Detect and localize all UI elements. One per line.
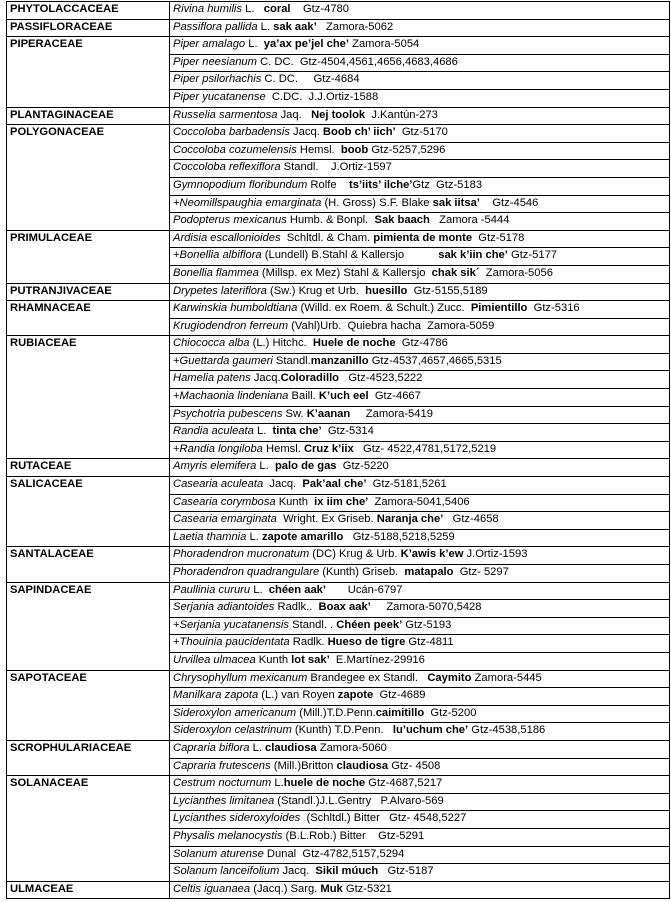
scientific-name: Manilkara zapota: [173, 689, 259, 702]
authority-text: L.: [257, 20, 274, 33]
authority-text: L.: [253, 425, 273, 438]
species-prefix: +: [173, 196, 180, 209]
authority-text: L.: [271, 777, 284, 790]
scientific-name: Solanum lanceifolium: [173, 865, 280, 878]
species-entry: [170, 336, 670, 354]
common-name: Sikil múuch: [315, 865, 379, 878]
collection-ref: Gtz-5187: [378, 865, 434, 878]
species-entry: [170, 512, 670, 530]
scientific-name: Laetia thamnia: [173, 530, 247, 543]
collection-ref: Gtz-5178: [472, 231, 525, 244]
collection-ref: Gtz-4658: [443, 513, 499, 526]
scientific-name: Casearia emarginata: [173, 513, 277, 526]
collection-ref: Zamora-5054: [349, 38, 420, 51]
species-prefix: +: [173, 354, 180, 367]
scientific-name: Bonellia albiflora: [179, 249, 262, 262]
authority-text: Jaq.: [277, 108, 312, 121]
scientific-name: Capraria frutescens: [173, 759, 271, 772]
authority-text: (Vahl)Urb. Quiebra hacha Zamora-5059: [288, 319, 495, 332]
common-name: Nej toolok: [311, 108, 366, 121]
species-entry: [170, 353, 670, 371]
authority-text: Standl. .: [289, 618, 337, 631]
authority-text: Jacq.: [279, 865, 316, 878]
scientific-name: Karwinskia humboldtiana: [173, 302, 298, 315]
table-row: [7, 19, 670, 37]
collection-ref: Gtz-5193: [402, 618, 452, 631]
common-name: tinta che’: [272, 425, 322, 438]
authority-text: (Standl.)J.L.Gentry P.Alvaro-569: [274, 794, 444, 807]
species-entry: [170, 828, 670, 846]
collection-ref: Gtz-4537,4657,4665,5315: [368, 354, 502, 367]
table-row: [7, 881, 670, 899]
species-entry: [170, 776, 670, 794]
authority-text: (DC) Krug & Urb.: [309, 548, 401, 561]
scientific-name: Passiflora pallida: [173, 20, 258, 33]
authority-text: (Willd. ex Roem. & Schult.) Zucc.: [297, 302, 471, 315]
species-prefix: +: [173, 636, 180, 649]
common-name: claudiosa: [265, 741, 317, 754]
authority-text: (B.L.Rob.) Bitter Gtz-5291: [282, 829, 425, 842]
scientific-name: Lycianthes limitanea: [173, 794, 275, 807]
species-table: [6, 1, 670, 899]
common-name: huesillo: [365, 284, 408, 297]
scientific-name: Drypetes lateriflora: [173, 284, 267, 297]
table-row: [7, 776, 670, 794]
scientific-name: Capraria biflora: [173, 741, 250, 754]
scientific-name: Physalis melanocystis: [173, 829, 283, 842]
common-name: coral: [263, 3, 291, 15]
scientific-name: Randia aculeata: [173, 425, 254, 438]
species-entry: [170, 705, 670, 723]
authority-text: C.DC. J.J.Ortiz-1588: [265, 90, 379, 103]
collection-ref: Ucán-6797: [326, 583, 403, 596]
species-entry: [170, 54, 670, 72]
authority-text: Hemsl.: [296, 143, 341, 156]
table-row: [7, 230, 670, 248]
scientific-name: Piper neesianum: [173, 55, 257, 68]
common-name: ix iim che’: [314, 495, 369, 508]
species-entry: [170, 195, 670, 213]
species-entry: [170, 248, 670, 266]
species-entry: [170, 283, 670, 301]
species-entry: [170, 688, 670, 706]
species-entry: [170, 371, 670, 389]
scientific-name: Thouinia paucidentata: [179, 636, 290, 649]
family-name: SAPOTACEAE: [7, 670, 170, 740]
authority-text: L.: [242, 3, 264, 15]
authority-text: Schltdl. & Cham.: [280, 231, 374, 244]
family-name: RHAMNACEAE: [7, 301, 170, 336]
scientific-name: Phoradendron mucronatum: [173, 548, 310, 561]
table-row: [7, 547, 670, 565]
authority-text: Rolfe: [307, 178, 349, 191]
family-name: PLANTAGINACEAE: [7, 107, 170, 125]
species-entry: [170, 177, 670, 195]
collection-ref: Gtz-4667: [368, 390, 421, 403]
collection-ref: J.Ortiz-1593: [463, 548, 528, 561]
authority-text: (Mill.)Britton: [270, 759, 337, 772]
common-name: Coloradillo: [280, 372, 340, 385]
species-entry: [170, 723, 670, 741]
scientific-name: Piper psilorhachis: [173, 73, 262, 86]
common-name: manzanillo: [310, 354, 369, 367]
common-name: boob: [340, 143, 369, 156]
species-prefix: +: [173, 618, 180, 631]
species-entry: [170, 89, 670, 107]
common-name: Boob ch’ iich’: [322, 126, 396, 139]
collection-ref: Gtz-4523,5222: [339, 372, 423, 385]
species-entry: [170, 424, 670, 442]
species-entry: [170, 670, 670, 688]
authority-text: (L.) van Royen: [258, 689, 338, 702]
species-entry: [170, 142, 670, 160]
table-row: [7, 37, 670, 55]
collection-ref: Gtz-4687,5217: [365, 777, 443, 790]
family-name: SANTALACEAE: [7, 547, 170, 582]
authority-text: (Sw.) Krug et Urb.: [266, 284, 366, 297]
species-entry: [170, 2, 670, 20]
common-name: lu’uchum che’: [392, 724, 469, 737]
authority-text: C. DC. Gtz-4504,4561,4656,4683,4686: [256, 55, 458, 68]
table-row: [7, 283, 670, 301]
collection-ref: Zamora -5444: [429, 214, 510, 227]
species-entry: [170, 301, 670, 319]
common-name: lot sak’: [291, 653, 330, 666]
scientific-name: Serjania adiantoides: [173, 601, 275, 614]
table-row: [7, 459, 670, 477]
species-entry: [170, 19, 670, 37]
scientific-name: Psychotria pubescens: [173, 407, 283, 420]
common-name: Sak baach: [374, 214, 430, 227]
authority-text: L.: [246, 530, 262, 543]
common-name: Caymito: [427, 671, 472, 684]
scientific-name: Chrysophyllum mexicanum: [173, 671, 308, 684]
scientific-name: Paullinia cururu: [173, 583, 251, 596]
scientific-name: Podopterus mexicanus: [173, 214, 287, 227]
collection-ref: Gtz Gtz-5183: [412, 178, 483, 191]
scientific-name: Piper yucatanense: [173, 90, 266, 103]
scientific-name: Sideroxylon americanum: [173, 706, 297, 719]
authority-text: Standl.: [272, 354, 311, 367]
scientific-name: Casearia aculeata: [173, 478, 264, 491]
common-name: chéen aak’: [268, 583, 326, 596]
authority-text: C. DC. Gtz-4684: [261, 73, 360, 86]
species-prefix: +: [173, 249, 180, 262]
scientific-name: Lycianthes sideroxyloides: [173, 812, 301, 825]
species-entry: [170, 635, 670, 653]
common-name: Boax aak’: [318, 601, 371, 614]
species-entry: [170, 459, 670, 477]
authority-text: Wright. Ex Griseb.: [276, 513, 377, 526]
scientific-name: Bonellia flammea: [173, 266, 259, 279]
common-name: Pimientillo: [470, 302, 528, 315]
species-table-body: [7, 2, 670, 899]
authority-text: (Kunth) Griseb.: [319, 566, 405, 578]
authority-text: Jacq.: [263, 478, 303, 491]
collection-ref: Gtz- 5297: [453, 566, 509, 578]
species-entry: [170, 846, 670, 864]
scientific-name: Krugiodendron ferreum: [173, 319, 289, 332]
authority-text: L.: [256, 460, 275, 473]
species-entry: [170, 600, 670, 618]
collection-ref: E.Martínez-29916: [329, 653, 425, 666]
scientific-name: Chiococca alba: [173, 337, 250, 350]
family-name: SCROPHULARIACEAE: [7, 740, 170, 775]
species-entry: [170, 529, 670, 547]
authority-text: Kunth: [255, 653, 292, 666]
authority-text: (L.) Hitchc.: [249, 337, 313, 350]
collection-ref: J.Kantún-273: [365, 108, 438, 121]
common-name: Pak’aal che’: [302, 478, 367, 491]
authority-text: Humb. & Bonpl.: [286, 214, 375, 227]
family-name: RUBIACEAE: [7, 336, 170, 459]
scientific-name: Ardisia escallonioides: [173, 231, 281, 244]
species-entry: [170, 160, 670, 178]
authority-text: (Kunth) T.D.Penn.: [291, 724, 393, 737]
collection-ref: Gtz-5177: [507, 249, 558, 262]
collection-ref: Gtz- 4508: [388, 759, 441, 772]
common-name: Chéen peek’: [336, 618, 403, 631]
authority-text: Jacq.: [289, 126, 323, 139]
table-row: [7, 582, 670, 600]
collection-ref: Zamora-5445: [471, 671, 542, 684]
scientific-name: Cestrum nocturnum: [173, 777, 272, 790]
species-entry: [170, 652, 670, 670]
species-entry: [170, 494, 670, 512]
species-entry: [170, 37, 670, 55]
species-entry: [170, 617, 670, 635]
scientific-name: Serjania yucatanensis: [179, 618, 290, 631]
species-entry: [170, 811, 670, 829]
collection-ref: Zamora-5041,5406: [368, 495, 470, 508]
authority-text: (Schltdl.) Bitter Gtz- 4548,5227: [300, 812, 467, 825]
collection-ref: Gtz-5316: [527, 302, 580, 315]
collection-ref: Gtz-5200: [424, 706, 477, 719]
species-entry: [170, 107, 670, 125]
table-row: [7, 301, 670, 319]
species-prefix: +: [173, 442, 180, 455]
family-name: SALICACEAE: [7, 477, 170, 547]
scientific-name: Rivina humilis: [173, 3, 243, 15]
common-name: matapalo: [404, 566, 454, 578]
scientific-name: Randia longiloba: [179, 442, 263, 455]
scientific-name: Coccoloba barbadensis: [173, 126, 290, 139]
species-entry: [170, 582, 670, 600]
common-name: ts’iits’ ilche’: [349, 178, 413, 191]
family-name: PIPERACEAE: [7, 37, 170, 107]
collection-ref: Gtz-4546: [479, 196, 539, 209]
common-name: zapote amarillo: [261, 530, 344, 543]
authority-text: Radlk.: [289, 636, 328, 649]
species-entry: [170, 213, 670, 231]
collection-ref: Gtz-5220: [336, 460, 389, 473]
common-name: claudiosa: [336, 759, 389, 772]
species-prefix: +: [173, 390, 180, 403]
scientific-name: Coccoloba reflexiflora: [173, 161, 281, 174]
common-name: huele de noche: [283, 777, 366, 790]
collection-ref: Gtz-5321: [342, 882, 392, 895]
common-name: Huele de noche: [312, 337, 396, 350]
authority-text: Sw.: [282, 407, 307, 420]
authority-text: Baill.: [288, 390, 319, 403]
family-name: ULMACEAE: [7, 881, 170, 899]
collection-ref: Gtz-5257,5296: [368, 143, 446, 156]
common-name: sak aak’: [273, 20, 317, 33]
collection-ref: Zamora-5060: [316, 741, 387, 754]
authority-text: (Mill.)T.D.Penn.: [296, 706, 376, 719]
table-row: [7, 477, 670, 495]
common-name: zapote: [337, 689, 374, 702]
collection-ref: Gtz-4689: [373, 689, 426, 702]
species-entry: [170, 125, 670, 143]
authority-text: (Jacq.) Sarg.: [250, 882, 321, 895]
common-name: chak sik´: [431, 266, 480, 279]
scientific-name: Russelia sarmentosa: [173, 108, 278, 121]
scientific-name: Solanum aturense: [173, 847, 264, 860]
species-entry: [170, 318, 670, 336]
family-name: POLYGONACEAE: [7, 125, 170, 231]
species-entry: [170, 547, 670, 565]
species-entry: [170, 389, 670, 407]
scientific-name: Hamelia patens: [173, 372, 251, 385]
authority-text: Kunth: [275, 495, 315, 508]
scientific-name: Sideroxylon celastrinum: [173, 724, 292, 737]
common-name: K’awis k’ew: [400, 548, 464, 561]
collection-ref: Gtz- 4522,4781,5172,5219: [353, 442, 497, 455]
collection-ref: Gtz-5181,5261: [366, 478, 447, 491]
species-entry: [170, 740, 670, 758]
collection-ref: Gtz-5155,5189: [407, 284, 488, 297]
common-name: K’uch eel: [318, 390, 369, 403]
common-name: caimitillo: [375, 706, 425, 719]
scientific-name: Gymnopodium floribundum: [173, 178, 308, 191]
common-name: sak iitsa’: [432, 196, 480, 209]
authority-text: L.: [245, 38, 264, 51]
scientific-name: Casearia corymbosa: [173, 495, 276, 508]
scientific-name: Guettarda gaumeri: [179, 354, 273, 367]
common-name: K’aanan: [306, 407, 351, 420]
collection-ref: Gtz-4786: [395, 337, 448, 350]
species-entry: [170, 565, 670, 583]
species-entry: [170, 793, 670, 811]
collection-ref: Gtz-4538,5186: [468, 724, 546, 737]
scientific-name: Phoradendron quadrangulare: [173, 566, 320, 578]
table-row: [7, 2, 670, 20]
authority-text: (Lundell) B.Stahl & Kallersjo: [261, 249, 439, 262]
common-name: Muk: [320, 882, 343, 895]
collection-ref: Gtz-4811: [405, 636, 454, 649]
authority-text: Standl. J.Ortiz-1597: [280, 161, 392, 174]
scientific-name: Urvillea ulmacea: [173, 653, 256, 666]
collection-ref: Gtz-5314: [321, 425, 374, 438]
common-name: ya’ax pe’jel che’: [263, 38, 349, 51]
species-entry: [170, 758, 670, 776]
scientific-name: Machaonia lindeniana: [179, 390, 289, 403]
family-name: PASSIFLORACEAE: [7, 19, 170, 37]
species-entry: [170, 864, 670, 882]
species-entry: [170, 230, 670, 248]
species-entry: [170, 441, 670, 459]
species-entry: [170, 477, 670, 495]
collection-ref: Zamora-5070,5428: [370, 601, 482, 614]
collection-ref: Zamora-5419: [350, 407, 433, 420]
family-name: PHYTOLACCACEAE: [7, 2, 170, 20]
scientific-name: Amyris elemifera: [173, 460, 257, 473]
authority-text: (Millsp. ex Mez) Stahl & Kallersjo: [258, 266, 432, 279]
authority-text: (H. Gross) S.F. Blake: [321, 196, 433, 209]
family-name: PUTRANJIVACEAE: [7, 283, 170, 301]
common-name: Naranja che’: [376, 513, 444, 526]
authority-text: Hemsl.: [262, 442, 304, 455]
authority-text: Brandegee ex Standl.: [307, 671, 428, 684]
authority-text: Dunal Gtz-4782,5157,5294: [263, 847, 405, 860]
authority-text: Radlk..: [274, 601, 319, 614]
species-entry: [170, 265, 670, 283]
family-name: SAPINDACEAE: [7, 582, 170, 670]
collection-ref: Zamora-5062: [316, 20, 394, 33]
common-name: sak k’iin che’: [438, 249, 508, 262]
collection-ref: Gtz-4780: [290, 3, 349, 15]
family-name: PRIMULACEAE: [7, 230, 170, 283]
common-name: pimienta de monte: [373, 231, 473, 244]
scientific-name: Piper amalago: [173, 38, 246, 51]
collection-ref: Zamora-5056: [479, 266, 553, 279]
collection-ref: Gtz-5170: [395, 126, 448, 139]
family-name: SOLANACEAE: [7, 776, 170, 882]
species-entry: [170, 72, 670, 90]
table-row: [7, 336, 670, 354]
authority-text: L.: [250, 583, 269, 596]
table-row: [7, 125, 670, 143]
species-entry: [170, 406, 670, 424]
collection-ref: Gtz-5188,5218,5259: [343, 530, 455, 543]
common-name: Cruz k’iix: [303, 442, 354, 455]
scientific-name: Celtis iguanaea: [173, 882, 251, 895]
table-row: [7, 670, 670, 688]
authority-text: L.: [249, 741, 266, 754]
scientific-name: Coccoloba cozumelensis: [173, 143, 297, 156]
species-entry: [170, 881, 670, 899]
common-name: Hueso de tigre: [327, 636, 406, 649]
table-row: [7, 740, 670, 758]
table-row: [7, 107, 670, 125]
scientific-name: Neomillspaughia emarginata: [179, 196, 322, 209]
family-name: RUTACEAE: [7, 459, 170, 477]
authority-text: Jacq.: [250, 372, 281, 385]
common-name: palo de gas: [274, 460, 337, 473]
